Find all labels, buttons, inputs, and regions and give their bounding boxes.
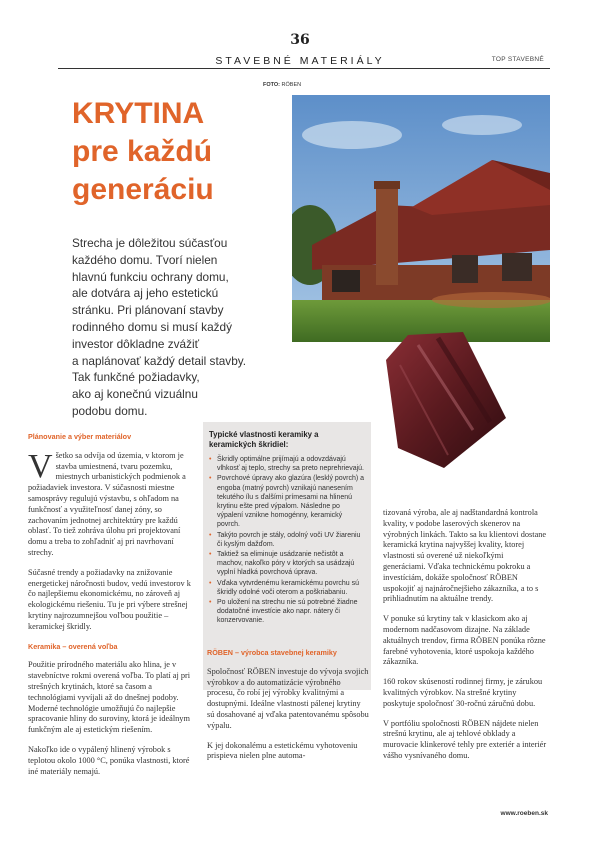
intro-line: Tak funkčné požiadavky, xyxy=(72,370,200,385)
intro-line: investor dôkladne zvážiť xyxy=(72,336,200,351)
list-item: • Taktiež sa eliminuje usádzanie nečistôt a machov, nakoľko póry v ktorých sa usádzajú vyplní hladká povrchová úprava. xyxy=(209,550,367,578)
list-item: • Takýto povrch je stály, odolný voči UV žiareniu či kyslým dažďom. xyxy=(209,531,367,549)
paragraph: Spoločnosť RÖBEN investuje do vývoja svojich výrobkov a do automatizácie výrobného procesu, čo robí jej výrobky kvalitnými a dostupnými. Ideálne vlastnosti pálenej krytiny sú dosahované aj vďaka patentovanému spôsobu výpalu. xyxy=(207,666,369,730)
photo-credit-source: RÖBEN xyxy=(281,82,302,88)
paragraph: 160 rokov skúseností rodinnej firmy, je zárukou kvalitných výrobkov. Na strešné krytiny poskytuje spoločnosť 30-ročnú záručnú dobu. xyxy=(383,677,543,708)
intro-line: každého domu. Tvorí nielen xyxy=(72,252,218,267)
headline-line: generáciu xyxy=(72,173,214,206)
headline-line: KRYTINA xyxy=(72,97,205,130)
drop-cap: V xyxy=(28,447,53,485)
paragraph-text: šetko sa odvíja od územia, v ktorom je stavba umiestnená, tvaru pozemku, miestnych urbanistických podmienok a požiadaviek investora. V súčasnosti miestne samosprávy regulujú výstavbu, s ohľadom na funkčnosť a využiteľnosť danej zóny, so zachovaním jednotnej architektúry pre každú oblasť. To tiež zohráva úlohu pri projektovaní domu a treba to zohľadniť aj pri navrhovaní strechy. xyxy=(28,450,186,557)
roof-tile-image xyxy=(378,330,508,470)
properties-list xyxy=(209,455,367,626)
column-3 xyxy=(383,508,548,771)
magazine-label: TOP STAVEBNÉ xyxy=(491,56,544,63)
paragraph: Súčasné trendy a požiadavky na znižovanie energetickej náročnosti budov, vedú investorov k čo najlepšiemu ekonomickému, no zároveň aj ekologickému riešeniu. Tu je pri výbere strešnej krytiny najrozumnejšou voľbou použitie – keramickej škridly. xyxy=(28,567,191,631)
header-divider xyxy=(58,68,550,69)
paragraph xyxy=(28,447,191,559)
subheading-roben: RÖBEN – výrobca stavebnej keramiky xyxy=(207,648,337,657)
intro-line: podobu domu. xyxy=(72,403,148,418)
paragraph: V ponuke sú krytiny tak v klasickom ako aj modernom nadčasovom dizajne. Na základe aktuálnych trendov, firma RÖBEN ponúka rôzne farebné vyhotovenia, ktoré uspokoja každého zákazníka. xyxy=(383,614,546,667)
paragraph: Nakoľko ide o vypálený hlinený výrobok s teplotou okolo 1000 °C, ponúka vlastnosti, ktoré iné materiály nemajú. xyxy=(28,744,190,776)
intro-line: ako aj konečnú vizuálnu xyxy=(72,387,198,402)
house-illustration xyxy=(292,95,550,342)
intro-line: Strecha je dôležitou súčasťou xyxy=(72,236,228,250)
column-2 xyxy=(207,648,369,771)
subheading-planning: Plánovanie a výber materiálov xyxy=(28,432,132,441)
page-number: 36 xyxy=(290,32,310,48)
photo-credit-label: FOTO: xyxy=(263,82,281,88)
headline-line: pre každú xyxy=(72,135,213,168)
roof-tile-illustration xyxy=(378,330,508,470)
intro-line: a naplánovať každý detail stavby. xyxy=(72,353,247,368)
photo-credit xyxy=(263,82,301,88)
paragraph: V portfóliu spoločnosti RÖBEN nájdete nielen strešnú krytinu, ale aj tehlové obklady a murovacie klinkerové tehly pre exteriér a interiér vášho vysnívaného domu. xyxy=(383,718,547,760)
paragraph: tizovaná výroba, ale aj nadštandardná kontrola kvality, v podobe laserových skenerov na výrobných linkách. Takto sa ku klientovi dostane keramická krytina najvyššej kvality, ktorej vlastnosti sú overené už niekoľkými generáciami. Vďaka technickému pokroku a investíciám, dokáže spoločnosť RÖBEN uspokojiť aj najnáročnejšieho zákazníka, a to s prihliadnutím na aktuálne trendy. xyxy=(383,508,547,604)
column-1 xyxy=(28,432,191,786)
article-headline xyxy=(72,95,292,209)
paragraph: Použitie prírodného materiálu ako hlina, je v stavebníctve rokmi overená voľba. To platí aj pri strešných krytinách, ktoré sa časom a technológiami vyvíjali až do dnešnej podoby. Moderné technológie umožňujú čo najlepšie spracovanie hliny do suroviny, ktorá je ideálnym funkčným ale aj estetickým riešením. xyxy=(28,660,191,735)
intro-line: hlavnú funkciu ochrany domu, xyxy=(72,269,229,284)
intro-line: rodinného domu si musí každý xyxy=(72,319,232,334)
house-photo xyxy=(292,95,550,342)
list-item: • Po uložení na strechu nie sú potrebné žiadne dodatočné investície ako napr. nátery či konzervovanie. xyxy=(209,598,367,626)
list-item: • Škridly optimálne prijímajú a odovzdávajú vlhkosť aj teplo, strechy sa preto neprehrievajú. xyxy=(209,455,367,473)
box-title: Typické vlastnosti keramiky a keramických škridiel: xyxy=(209,430,319,449)
section-title: STAVEBNÉ MATERIÁLY xyxy=(215,55,385,67)
list-item: • Povrchové úpravy ako glazúra (lesklý povrch) a engoba (matný povrch) vznikajú nanesením tekutého ílu s ďalšími prímesami na hlinenú krytinu ešte pred výpalom. Následne po výpalení vznikne homogénny, keramický povrch. xyxy=(209,474,367,529)
website-link[interactable]: www.roeben.sk xyxy=(500,810,548,817)
intro-line: stránku. Pri plánovaní stavby xyxy=(72,303,224,318)
subheading-ceramics: Keramika – overená voľba xyxy=(28,641,118,651)
list-item: • Vďaka vytvrdenému keramickému povrchu sú škridly odolné voči oterom a poškriabaniu. xyxy=(209,579,367,597)
intro-line: ale dotvára aj jeho estetickú xyxy=(72,286,219,301)
article-intro xyxy=(72,235,287,420)
paragraph: K jej dokonalému a estetickému vyhotoveniu prispieva nielen plne automa- xyxy=(207,740,358,761)
